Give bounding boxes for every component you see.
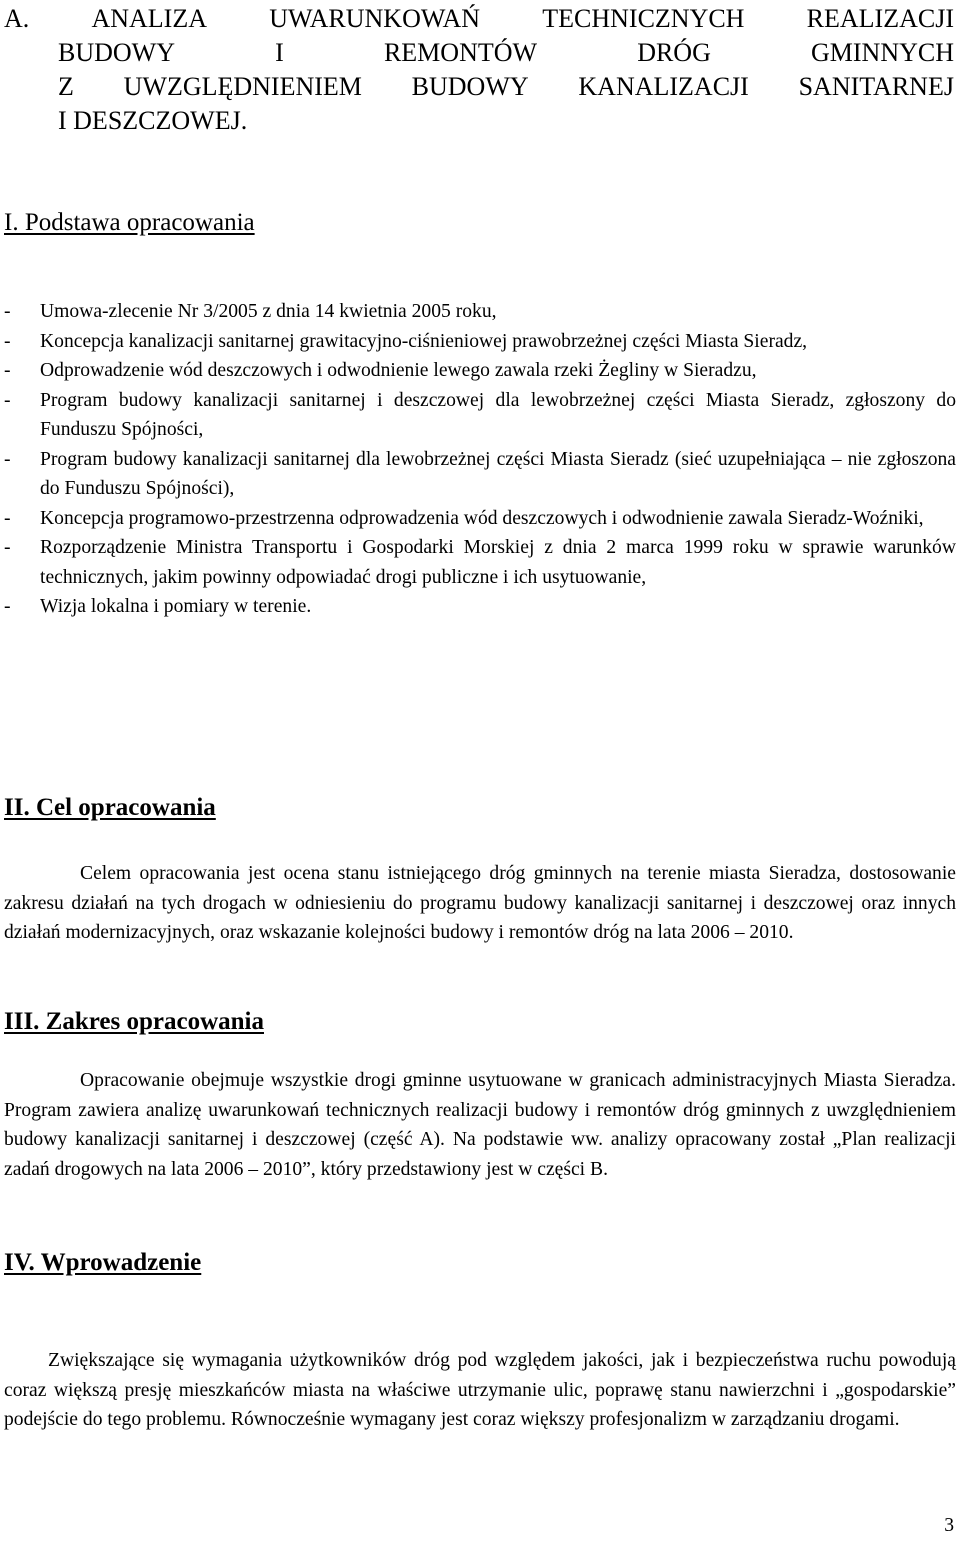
list-item: [4, 445, 956, 504]
title-word: DRÓG: [637, 38, 711, 67]
list-item-text: Odprowadzenie wód deszczowych i odwodnienie lewego zawala rzeki Żegliny w Sieradzu,: [40, 360, 757, 381]
section-4-paragraph: Zwiększające się wymagania użytkowników dróg pod względem jakości, jak i bezpieczeństwa ruchu powodują coraz większą presję mieszkańców miasta na właściwe utrzymanie ulic, poprawę stanu nawierzchni i „gospodarskie” podejście do tego problemu. Równocześnie wymagany jest coraz większy profesjonalizm w zarządzaniu drogami.: [4, 1350, 956, 1430]
list-item: [4, 356, 956, 386]
title-word: UWZGLĘDNIENIEM: [123, 72, 362, 101]
section-2-paragraph: Celem opracowania jest ocena stanu istniejącego dróg gminnych na terenie miasta Sieradza, dostosowanie zakresu działań na tych drogach w odniesieniu do programu budowy kanalizacji sanitarnej i deszczowej oraz innych działań modernizacyjnych, oraz wskazanie kolejności budowy i remontów dróg na lata 2006 – 2010.: [4, 863, 956, 943]
section-1-heading: I. Podstawa opracowania: [4, 209, 255, 236]
list-item-text: Rozporządzenie Ministra Transportu i Gospodarki Morskiej z dnia 2 marca 1999 roku w sprawie warunków technicznych, jakim powinny odpowiadać drogi publiczne i ich usytuowanie,: [40, 537, 956, 588]
list-dash: -: [4, 448, 11, 470]
title-word: Z: [58, 72, 74, 101]
page-number: 3: [944, 1515, 954, 1536]
list-dash: -: [4, 301, 11, 322]
title-word: A.: [4, 4, 30, 33]
list-item: [4, 297, 956, 327]
title-word: SANITARNEJ: [798, 72, 954, 101]
list-dash: -: [4, 389, 11, 411]
title-word: UWARUNKOWAŃ: [269, 4, 481, 33]
list-item-text: Wizja lokalna i pomiary w terenie.: [40, 596, 312, 617]
section-4-heading: IV. Wprowadzenie: [4, 1249, 202, 1276]
list-item-text: Koncepcja programowo-przestrzenna odprowadzenia wód deszczowych i odwodnienie zawala Sieradz-Woźniki,: [40, 507, 924, 529]
list-dash: -: [4, 330, 11, 352]
list-item-text: Umowa-zlecenie Nr 3/2005 z dnia 14 kwietnia 2005 roku,: [40, 301, 497, 322]
list-dash: -: [4, 360, 11, 381]
list-dash: -: [4, 596, 11, 617]
title-word: GMINNYCH: [811, 38, 954, 67]
list-item: [4, 327, 956, 357]
title-word: ANALIZA: [91, 4, 207, 33]
title-line-1: [4, 2, 954, 36]
title-word: REMONTÓW: [383, 38, 538, 67]
title-word: BUDOWY: [411, 72, 529, 101]
title-word: KANALIZACJI: [578, 72, 749, 101]
section-3-paragraph: Opracowanie obejmuje wszystkie drogi gminne usytuowane w granicach administracyjnych Miasta Sieradza. Program zawiera analizę uwarunkowań technicznych realizacji budowy i remontów dróg gminnych z uwzględnieniem budowy kanalizacji sanitarnej i deszczowej (część A). Na podstawie ww. analizy opracowany został „Plan realizacji zadań drogowych na lata 2006 – 2010”, który przedstawiony jest w części B.: [4, 1070, 956, 1180]
list-item: [4, 592, 956, 622]
title-word: REALIZACJI: [806, 4, 954, 33]
title-word: I: [275, 38, 284, 67]
title-word: I DESZCZOWEJ.: [58, 106, 248, 135]
section-3-heading: III. Zakres opracowania: [4, 1008, 264, 1035]
list-item: [4, 386, 956, 445]
list-item-text: Program budowy kanalizacji sanitarnej dla lewobrzeżnej części Miasta Sieradz (sieć uzupełniająca – nie zgłoszona do Funduszu Spójności),: [40, 448, 956, 499]
title-word: TECHNICZNYCH: [542, 4, 745, 33]
list-item: [4, 504, 956, 534]
document-title: [4, 2, 954, 138]
source-list: [4, 297, 956, 622]
title-line-4: [4, 104, 954, 138]
list-item-text: Koncepcja kanalizacji sanitarnej grawitacyjno-ciśnieniowej prawobrzeżnej części Miasta Sieradz,: [40, 330, 808, 352]
list-item-text: Program budowy kanalizacji sanitarnej i deszczowej dla lewobrzeżnej części Miasta Sieradz, zgłoszony do Funduszu Spójności,: [40, 389, 956, 440]
title-line-3: [4, 70, 954, 104]
list-item: [4, 533, 956, 592]
list-dash: -: [4, 537, 11, 558]
title-line-2: [4, 36, 954, 70]
section-2-heading: II. Cel opracowania: [4, 794, 216, 821]
title-word: BUDOWY: [58, 38, 175, 67]
list-dash: -: [4, 507, 11, 529]
